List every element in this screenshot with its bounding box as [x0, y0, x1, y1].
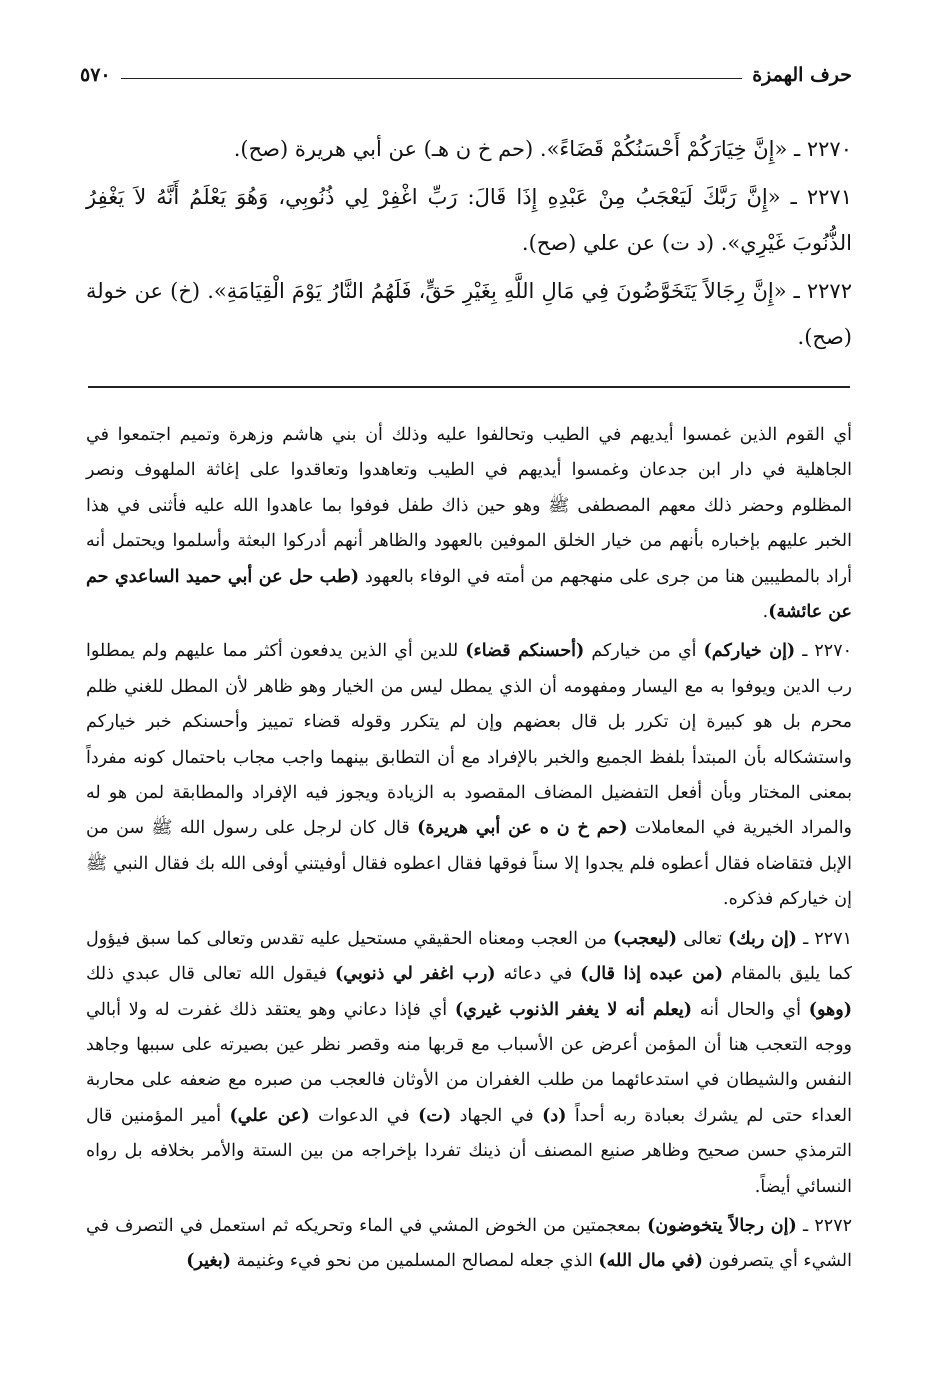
hadith-2272: ٢٢٧٢ ـ «إِنَّ رِجَالاً يَتَخَوَّضُونَ فِي مَالِ اللَّهِ بِغَيْرِ حَقٍّ، فَلَهُمُ النَّارُ يَوْمَ الْقِيَامَةِ». (خ) عن خولة (صح). — [86, 279, 852, 349]
commentary-text: في الدعوات — [309, 1105, 419, 1126]
section-divider — [88, 386, 850, 388]
quoted-phrase: (وهو) — [808, 999, 852, 1020]
source-reference: (عن علي) — [229, 1105, 310, 1126]
commentary-text: من العجب ومعناه الحقيقي مستحيل عليه تقدس وتعالى كما سبق فيؤول كما يليق بالمقام — [86, 928, 852, 985]
page-number: ٥٧٠ — [80, 64, 111, 86]
quoted-phrase: (ليعجب) — [612, 928, 678, 949]
commentary-text: أي والحال أنه — [692, 999, 809, 1020]
commentary-text: في الجهاد — [451, 1105, 543, 1126]
quoted-phrase: (إن رجالاً يتخوضون) — [647, 1215, 797, 1236]
commentary-text: قال كان لرجل على رسول الله ﷺ سن من الإبل فتقاضاه فقال أعطوه فلم يجدوا إلا سناً فوقها فقال اعطوه فقال أوفيتني أوفى الله بك فقال النبي ﷺ إن خياركم فذكره. — [86, 818, 852, 910]
commentary-paragraph-2272 — [86, 1209, 852, 1280]
source-reference: (حم خ ن ه عن أبي هريرة) — [417, 818, 628, 839]
commentary-text: أي القوم الذين غمسوا أيديهم في الطيب وتحالفوا عليه وذلك أن بني هاشم وزهرة وتميم اجتمعوا في الجاهلية في دار ابن جدعان وغمسوا أيديهم في الطيب وتعاهدوا وتعاقدوا على إغاثة الملهوف ونصر المظلوم وحضر ذلك معهم المصطفى ﷺ وهو حين ذاك طفل فوفوا بما عاهدوا الله عليه فأثنى في هذا الخبر عليهم بإخباره بأنهم من خيار الخلق الموفين بالعهود والظاهر أنهم أدركوا البعثة وأسلموا ويحتمل أنه أراد بالمطيبين هنا من جرى على منهجهم من أمته في الوفاء بالعهود — [86, 425, 852, 587]
commentary-text: تعالى — [677, 928, 728, 949]
commentary-text: ٢٢٧٠ ـ — [795, 641, 852, 662]
commentary-text: أي من خياركم — [584, 641, 704, 662]
header-rule — [121, 78, 743, 79]
quoted-phrase: (بغير) — [186, 1251, 232, 1272]
chapter-title: حرف الهمزة — [752, 64, 852, 86]
commentary-text: ٢٢٧٢ ـ — [796, 1215, 852, 1236]
page-header — [80, 58, 852, 92]
commentary-text: للدين أي الذين يدفعون أكثر مما عليهم ولم يمطلوا رب الدين ويوفوا به مع اليسار ومفهومه أن الذي يمطل ليس من الخيار وهو ظاهر لأن المطل للغني ظلم محرم بل هو كبيرة إن تكرر بل قال بعضهم وإن لم يتكرر وقوله قضاء تمييز وأحسنكم خبر خياركم واستشكاله بأن المبتدأ بلفظ الجميع والخبر بالإفراد مع أن التطابق بينهما واجب مجاب باحتمال كونه مفرداً بمعنى المختار وبأن أفعل التفضيل المضاف المقصود به الزيادة ويجوز فيه الإفراد والمطابقة لمن هو له والمراد الخيرية في المعاملات — [86, 641, 853, 839]
quoted-phrase: (إن خياركم) — [703, 641, 796, 662]
commentary-text: أمير المؤمنين قال الترمذي حسن صحيح وظاهر صنيع المصنف أن ذينك تفردا بإخراجه من بين الستة والأمر بخلافه بل رواه النسائي أيضاً. — [86, 1105, 852, 1197]
commentary-text: فيقول الله تعالى قال عبدي ذلك — [86, 964, 335, 985]
commentary-text: . — [762, 602, 769, 623]
commentary-paragraph-intro — [86, 418, 852, 630]
commentary-paragraph-2271 — [86, 922, 852, 1205]
commentary-text: أي فإذا دعاني وهو يعتقد ذلك غفرت له ولا أبالي ووجه التعجب هنا أن المؤمن أعرض عن الأسباب مع قربها منه وقصر نظر عين بصيرته على سببها وجاهد النفس والشيطان في استدعائهما من طلب الغفران من الأوثان فالعجب من صبره مع ضعفه على محاربة العداء حتى لم يشرك بعبادة ربه أحداً — [86, 999, 852, 1126]
source-reference: (ت) — [418, 1105, 452, 1126]
hadith-2270: ٢٢٧٠ ـ «إِنَّ خِيَارَكُمْ أَحْسَنُكُمْ قَضَاءً». (حم خ ن هـ) عن أبي هريرة (صح). — [233, 137, 852, 161]
commentary-block — [86, 418, 852, 1280]
commentary-paragraph-2270 — [86, 634, 852, 917]
quoted-phrase: (يعلم أنه لا يغفر الذنوب غيري) — [454, 999, 693, 1020]
commentary-text: ٢٢٧١ ـ — [796, 928, 852, 949]
quoted-phrase: (أحسنكم قضاء) — [465, 641, 585, 662]
commentary-text: في دعائه — [495, 964, 581, 985]
hadith-block — [86, 126, 852, 360]
source-reference: (د) — [542, 1105, 567, 1126]
commentary-text: بمعجمتين من الخوض المشي في الماء وتحريكه ثم استعمل في التصرف في الشيء أي يتصرفون — [86, 1215, 852, 1272]
quoted-phrase: (في مال الله) — [598, 1251, 703, 1272]
hadith-2271: ٢٢٧١ ـ «إِنَّ رَبَّكَ لَيَعْجَبُ مِنْ عَبْدِهِ إِذَا قَالَ: رَبِّ اغْفِرْ لِي ذُنُوبِي، وَهُوَ يَعْلَمُ أَنَّهُ لاَ يَغْفِرُ الذُّنُوبَ غَيْرِي». (د ت) عن علي (صح). — [86, 185, 852, 255]
source-reference: (طب حل عن أبي حميد الساعدي حم عن عائشة) — [86, 566, 852, 623]
quoted-phrase: (من عبده إذا قال) — [580, 964, 724, 985]
commentary-text: الذي جعله لمصالح المسلمين من نحو فيء وغنيمة — [231, 1251, 599, 1272]
quoted-phrase: (رب اغفر لي ذنوبي) — [334, 964, 496, 985]
quoted-phrase: (إن ربك) — [727, 928, 797, 949]
